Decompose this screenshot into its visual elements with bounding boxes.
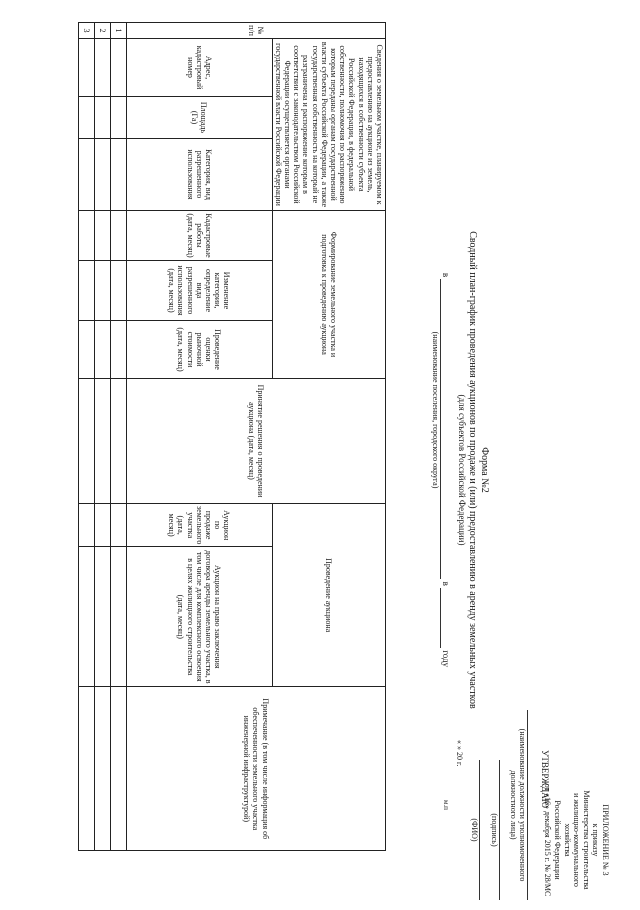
header-auction-sale: Аукцион по продаже земельного участка (дата, месяц)	[126, 504, 272, 547]
header-change-category: Изменение категории, определение вида разрешенного использования (дата, месяц)	[126, 261, 272, 321]
header-address: Адрес, кадастровый номер	[126, 39, 272, 97]
official-caption: (наименование должности уполномоченного должностного лица)	[509, 710, 528, 900]
plan-schedule-table	[78, 22, 386, 851]
place-blank	[440, 279, 441, 579]
place-line	[440, 90, 450, 850]
header-decision: Принятие решения о проведении аукциона (дата, месяц)	[126, 379, 385, 504]
header-valuation: Проведение оценки рыночной стоимости (дата, месяц)	[126, 321, 272, 379]
appendix-line: к приказу	[591, 823, 601, 857]
table-row	[78, 23, 94, 851]
header-auction-lease: Аукцион на право заключения договора аренды земельного участка, в том числе для комплексного освоения в целях жилищного строительства (дата, месяц)	[126, 547, 272, 687]
header-auction: Проведение аукциона	[272, 504, 385, 687]
stamp-caption: м.п	[442, 800, 450, 810]
appendix-block	[543, 780, 610, 900]
header-area: Площадь (Га)	[126, 97, 272, 139]
fio-caption: (ФИО)	[470, 760, 480, 900]
header-category: Категория, вид разрешенного использования	[126, 139, 272, 211]
signature-caption: (подпись)	[490, 760, 500, 900]
appendix-line: Российской Федерации	[553, 800, 563, 880]
row-number: 2	[94, 23, 110, 39]
header-note: Примечание (в том числе информация об обеспеченности земельного участка инженерной инфраструктурой)	[126, 687, 385, 851]
table-row	[94, 23, 110, 851]
header-cadastral: Кадастровые работы (дата, месяц)	[126, 211, 272, 261]
row-number: 3	[78, 23, 94, 39]
place-caption: (наименование поселения, городского округа)	[431, 331, 441, 489]
appendix-line: от «16» декабря 2015 г. № 28/МС	[543, 783, 553, 897]
header-num: № п/п	[126, 23, 385, 39]
form-title: Сводный план-график проведения аукционов по продаже и (или) предоставлению в аренду земельных участков	[467, 231, 479, 709]
header-land-info: Сведения о земельном участке, планируемом к предоставлению на аукционе из земель, находящихся в собственности субъекта Российской Федерации, в федеральной собственности, полномочия по распоряжению которым переданы органам государственной власти субъекта Российской Федерации, а также государственная собственность на который не разграничена и распоряжение которым в соответствии с законодательством Российской Федерации осуществляется органами государственной власти Российской Федерации	[272, 39, 385, 211]
form-number: Форма №2	[479, 447, 490, 493]
appendix-title: ПРИЛОЖЕНИЕ № 3	[601, 804, 610, 876]
appendix-line: Министерства строительства	[581, 790, 591, 890]
period-suffix: году	[440, 650, 451, 668]
period-blank	[440, 588, 441, 648]
table-row	[110, 23, 126, 851]
appendix-line: и жилищно-коммунального хозяйства	[562, 793, 582, 887]
form-subject: (для субъектов Российской Федерации)	[457, 394, 467, 546]
title-block	[431, 90, 490, 850]
approve-word: УТВЕРЖДАЮ	[540, 750, 550, 809]
header-forming: Формирование земельного участка и подготовка к проведению аукциона	[272, 211, 385, 379]
period-prefix: в	[440, 581, 451, 586]
approval-date: « » 20 г.	[455, 740, 464, 767]
row-number: 1	[110, 23, 126, 39]
place-prefix: в	[440, 272, 451, 278]
